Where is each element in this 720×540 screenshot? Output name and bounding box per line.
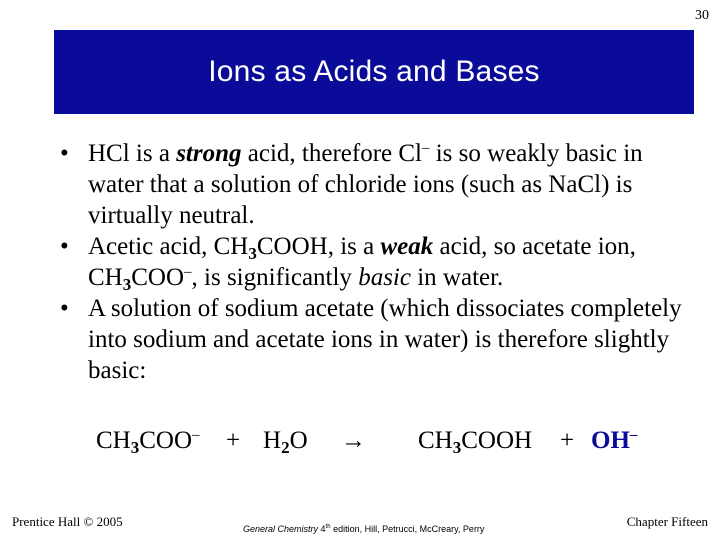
bullet-2-subscript-1: 3 (248, 244, 257, 263)
reactant-2-prefix: H (263, 427, 282, 454)
footer-authors: edition, Hill, Petrucci, McCreary, Perry (330, 524, 485, 534)
bullet-1-emphasis: strong (176, 140, 242, 167)
equation-plus-2: + (560, 427, 575, 454)
bullet-2-text-e: , is significantly (191, 264, 359, 291)
equation-plus-1: + (226, 427, 241, 454)
footer-book-credit (243, 524, 484, 534)
reactant-1-subscript: 3 (130, 438, 140, 457)
bullet-dot-icon: • (60, 233, 69, 260)
product-1-subscript: 3 (452, 438, 462, 457)
product-1-suffix: COOH (461, 427, 533, 454)
footer-publisher: Prentice Hall © 2005 (12, 514, 123, 529)
hydroxide-charge: – (629, 427, 638, 443)
reactant-1-suffix: COO (139, 427, 193, 454)
bullet-2-superscript: – (184, 264, 192, 280)
bullet-2-text-d: COO (131, 264, 185, 291)
bullet-1-text-c: is so weakly basic in water that a solution of chloride ions (such as NaCl) is virtually neutral. (88, 140, 643, 229)
bullet-2-emphasis: weak (380, 233, 434, 260)
page-number: 30 (695, 8, 709, 23)
bullet-2-subscript-2: 3 (122, 275, 132, 294)
equation-reactant-1 (96, 425, 200, 456)
bullet-2-italic: basic (358, 264, 411, 291)
bullet-dot-icon: • (60, 140, 69, 167)
reactant-1-prefix: CH (96, 427, 131, 454)
equation-reactant-2 (263, 425, 308, 456)
bullet-2-text-b: COOH, is a (256, 233, 381, 260)
title-banner (54, 30, 694, 114)
bullet-item-3 (58, 293, 698, 386)
bullet-2-text-a: Acetic acid, CH (88, 233, 249, 260)
bullet-1-text-a: HCl is a (88, 140, 177, 167)
footer-edition-suffix: th (325, 524, 331, 530)
bullet-item-2 (58, 231, 698, 293)
product-1-prefix: CH (418, 427, 453, 454)
bullet-item-1 (58, 138, 698, 231)
bullet-dot-icon: • (60, 295, 69, 322)
equation-product-1 (418, 425, 532, 456)
bullet-1-text-b: acid, therefore Cl (241, 140, 422, 167)
bullet-2-text-f: in water. (410, 264, 504, 291)
slide-title: Ions as Acids and Bases (208, 55, 540, 88)
bullet-1-superscript: – (421, 140, 430, 156)
bullet-2-text-c: acid, so acetate ion, CH (88, 233, 636, 291)
reactant-2-subscript: 2 (281, 438, 290, 457)
bullet-list (58, 138, 698, 386)
hydroxide-label: OH (591, 427, 630, 454)
equation-product-2 (591, 425, 637, 456)
reaction-arrow-icon: → (341, 427, 366, 454)
bullet-3-text: A solution of sodium acetate (which dissociates completely into sodium and acetate ions in water) is therefore slightly basic: (88, 295, 682, 384)
footer-edition-number: 4 (318, 524, 326, 534)
footer-chapter: Chapter Fifteen (626, 514, 708, 529)
reactant-2-suffix: O (289, 427, 308, 454)
footer-book-title: General Chemistry (243, 524, 319, 534)
reactant-1-charge: – (192, 427, 200, 443)
